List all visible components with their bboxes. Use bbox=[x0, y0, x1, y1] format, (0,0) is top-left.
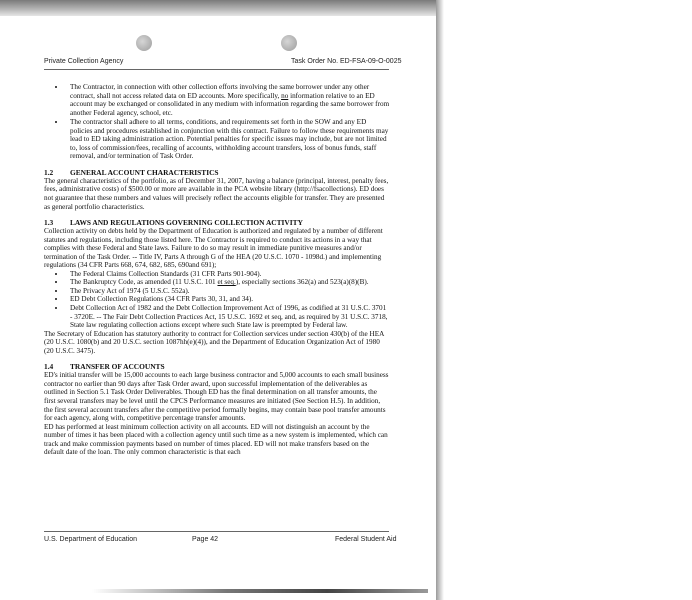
section-1-2 bbox=[44, 168, 390, 211]
scan-bottom-border bbox=[92, 589, 428, 593]
scan-top-border bbox=[0, 0, 440, 16]
document-body bbox=[44, 83, 390, 457]
page-number: Page 42 bbox=[192, 536, 219, 543]
list-item: • The Contractor, in connection with other collection efforts involving the same borrower under any other contract, shall not access related data on ED accounts. More specifically, no information relative to an ED account may be exchanged or consolidated in any medium with information regarding the same borrower from another Federal agency, school, etc. bbox=[66, 83, 390, 117]
list-item: • The Bankruptcy Code, as amended (11 U.S.C. 101 et seq.), especially sections 362(a) and 523(a)(8)(B). bbox=[66, 278, 390, 287]
list-item: • The contractor shall adhere to all terms, conditions, and requirements set forth in the SOW and any ED policies and procedures established in conjunction with this contract. Failure to follow these requirements may lead to ED taking administration action. Potential penalties for specific issues may include, but are not limited to, loss of commission/fees, recalling of accounts, withholding account transfers, loss of bonus funds, staff removal, and/or termination of Task Order. bbox=[66, 118, 390, 161]
section-1-3 bbox=[44, 218, 390, 355]
list-item: • The Privacy Act of 1974 (5 U.S.C. 552a). bbox=[66, 287, 390, 296]
list-item: • Debt Collection Act of 1982 and the Debt Collection Improvement Act of 1996, as codified at 31 U.S.C. 3701 - 3720E. -- The Fair Debt Collection Practices Act, 15 U.S.C. 1692 et seq, and, as required by 31 U.S.C. 3718, State law regulating collection actions except where such State law is preempted by Federal law. bbox=[66, 304, 390, 330]
header-task-order: Task Order No. ED-FSA-09-O-0025 bbox=[291, 58, 402, 65]
paragraph: ED has performed at least minimum collection activity on all accounts. ED will not distinguish an account by the number of times it has been placed with a collection agency until such time as a new system is implemented, which can track and make commission payments based on number of times placed. ED will not make transfers based on the default date of the loan. The only common characteristic is that each bbox=[44, 422, 388, 457]
top-bullet-list bbox=[44, 83, 390, 161]
section-heading: 1.2 GENERAL ACCOUNT CHARACTERISTICS bbox=[44, 167, 219, 177]
footer-rule bbox=[44, 531, 389, 532]
list-item: • ED Debt Collection Regulations (34 CFR Parts 30, 31, and 34). bbox=[66, 295, 390, 304]
scan-right-shadow bbox=[436, 0, 444, 600]
section-heading: 1.3 LAWS AND REGULATIONS GOVERNING COLLECTION ACTIVITY bbox=[44, 218, 303, 228]
paragraph: The Secretary of Education has statutory authority to contract for Collection services under section 430(b) of the HEA (20 U.S.C. 1080(b) and 20 U.S.C. section 1087hh(e)(4)), and the Department of Education Organization Act of 1980 (20 U.S.C. 3475). bbox=[44, 329, 384, 355]
header-agency: Private Collection Agency bbox=[44, 58, 124, 65]
punch-hole-left bbox=[136, 35, 152, 51]
laws-list bbox=[44, 270, 390, 330]
header-rule bbox=[44, 69, 389, 70]
list-item: • The Federal Claims Collection Standards (31 CFR Parts 901-904). bbox=[66, 270, 390, 279]
paragraph: Collection activity on debts held by the Department of Education is authorized and regulated by a number of different statutes and regulations, including those listed here. The Contractor is required to conduct its actions in a way that complies with these Federal and State laws. Failure to do so may result in immediate punitive measures and/or termination of the Task Order. -- Title IV, Parts A through G of the HEA (20 U.S.C. 1070 - 1098d.) and implementing regulations (34 CFR Parts 668, 674, 682, 685, 690and 691); bbox=[44, 227, 383, 270]
section-heading: 1.4 TRANSFER OF ACCOUNTS bbox=[44, 362, 165, 372]
paragraph: ED's initial transfer will be 15,000 accounts to each large business contractor and 5,000 accounts to each small business contractor no earlier than 90 days after Task Order award, upon successful implementation of the deliverables as outlined in Section 5.1 Task Order Deliverables. Though ED has the final determination on all transfer amounts, the first several transfers may be level until the CPCS Performance measures are initiated (See Section H.5). In addition, the first several account transfers after the competitive period formally begins, may contain base pool transfer amounts for each agency, along with, competitive percentage transfer amounts. bbox=[44, 371, 389, 423]
footer-department: U.S. Department of Education bbox=[44, 536, 137, 543]
punch-hole-right bbox=[281, 35, 297, 51]
footer-fsa: Federal Student Aid bbox=[335, 536, 397, 543]
section-1-4 bbox=[44, 362, 390, 456]
paragraph: The general characteristics of the portfolio, as of December 31, 2007, having a balance (principal, interest, penalty fees, fees, administrative costs) of $500.00 or more are available in the PCA website library (http://fsacollections). ED does not guarantee that these numbers and values will precisely reflect the accounts eligible for transfer. They are presented as general portfolio characteristics. bbox=[44, 176, 389, 211]
